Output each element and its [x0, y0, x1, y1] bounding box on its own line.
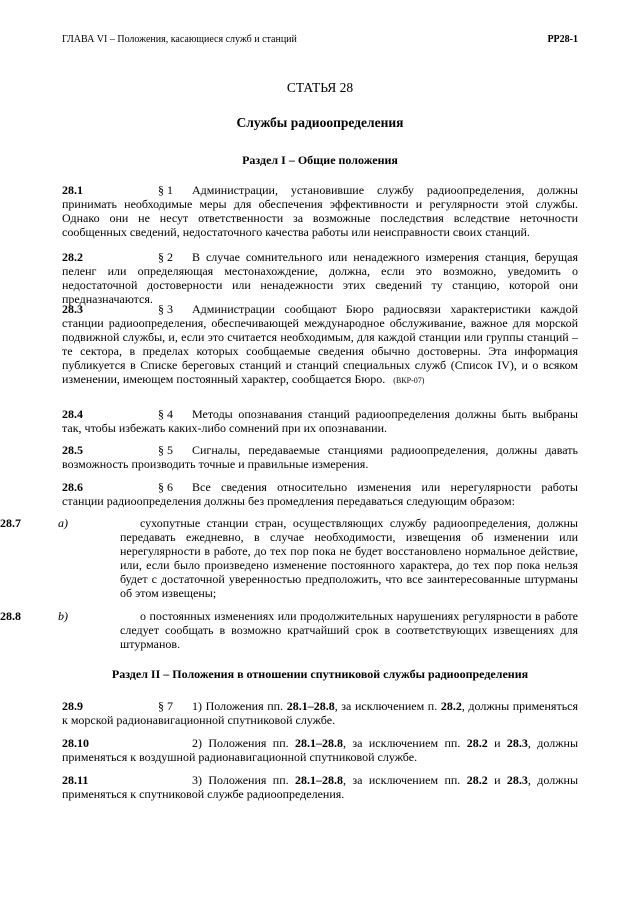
provision-28-3: [62, 302, 578, 388]
section-symbol: § 6: [158, 480, 173, 494]
provision-28-9: 28.9 § 7 1) Положения пп. 28.1–28.8, за исключением п. 28.2, должны применяться к морской радионавигационной спутниковой службе.: [62, 699, 579, 727]
provision-number: 28.5: [62, 443, 83, 457]
section-1-heading: Раздел I – Общие положения: [242, 153, 398, 167]
provision-text: сухопутные станции стран, осуществляющих службу радиоопределения, должны передавать ежедневно, в случае необходимости, извещения об изменении или нерегулярности в работе, до тех пор пока не будет восстановлено нормальное действие, или, если было произведено изменение постоянного характера, до тех пор пока нельзя будет с достаточной уверенностью предположить, что все заинтересованные штурманы об этом извещены;: [120, 516, 578, 600]
provision-28-10: 28.10 2) Положения пп. 28.1–28.8, за исключением пп. 28.2 и 28.3, должны применяться к воздушной радионавигационной спутниковой службе.: [62, 736, 579, 764]
reference: 28.2: [466, 773, 488, 787]
reference: 28.2: [466, 736, 488, 750]
provision-28-5: [62, 443, 578, 471]
section-symbol: § 2: [158, 250, 173, 264]
section-symbol: § 5: [158, 443, 173, 457]
item-label: b): [58, 609, 68, 623]
provision-28-8: [0, 609, 578, 651]
section-symbol: § 1: [158, 183, 173, 197]
revision-note: (ВКР-07): [393, 376, 425, 385]
provision-text: Сигналы, передаваемые станциями радиоопределения, должны давать возможность производить точные и правильные измерения.: [62, 443, 578, 471]
provision-text: В случае сомнительного или ненадежного измерения станция, берущая пеленг или определяющая местонахождение, должна, если это возможно, уведомить о недостаточной достоверности или ненадежности этих сведений ту станцию, которой они предназначаются.: [62, 250, 578, 306]
provision-number: 28.8: [0, 609, 21, 623]
header-chapter-title: ГЛАВА VI – Положения, касающиеся служб и станций: [62, 34, 297, 45]
provision-number: 28.7: [0, 516, 21, 530]
provision-number: 28.6: [62, 480, 83, 494]
provision-text: о постоянных изменениях или продолжительных нарушениях регулярности в работе следует сообщать в возможно кратчайший срок в соответствующих извещениях для штурманов.: [120, 609, 578, 651]
reference: 28.1–28.8: [295, 736, 344, 750]
item-label: a): [58, 516, 68, 530]
section-2-heading: Раздел II – Положения в отношении спутниковой службы радиоопределения: [111, 667, 529, 681]
provision-number: 28.10: [62, 736, 89, 750]
provision-28-2: [62, 250, 578, 306]
provision-text: Администрации сообщают Бюро радиосвязи характеристики каждой станции радиоопределения, обеспечивающей международное обслуживание, важное для морской подвижной службы, и, если это считается необходимым, для каждой станции или группы станций – те сектора, в пределах которых сообщаемые сведения обычно достоверны. Эта информация публикуется в Списке береговых станций и станций специальных служб (Список IV), и о всяком изменении, имеющем постоянный характер, сообщается Бюро.: [62, 302, 578, 386]
provision-28-6: [62, 480, 578, 508]
provision-text: Администрации, установившие службу радиоопределения, должны принимать необходимые меры для обеспечения эффективности и регулярности этой службы. Однако они не несут ответственности за возможные последствия вследствие неточности сообщенных сведений, недостаточного качества работы или неисправности своих станций.: [62, 183, 578, 239]
provision-28-4: [62, 407, 578, 435]
reference: 28.3: [506, 773, 528, 787]
section-symbol: § 3: [158, 302, 173, 316]
article-title: Службы радиоопределения: [236, 115, 404, 130]
provision-28-1: [62, 183, 578, 239]
provision-number: 28.9: [62, 699, 83, 713]
provision-number: 28.2: [62, 250, 83, 264]
section-symbol: § 4: [158, 407, 173, 421]
provision-28-7: [0, 516, 578, 600]
reference: 28.3: [506, 736, 528, 750]
section-symbol: § 7: [158, 699, 173, 713]
header-page-code: PP28-1: [547, 34, 578, 45]
provision-28-11: 28.11 3) Положения пп. 28.1–28.8, за исключением пп. 28.2 и 28.3, должны применяться к спутниковой службе радиоопределения.: [62, 773, 579, 801]
reference: 28.2: [440, 699, 462, 713]
provision-number: 28.3: [62, 302, 83, 316]
article-heading: СТАТЬЯ 28: [286, 80, 354, 95]
reference: 28.1–28.8: [286, 699, 335, 713]
provision-text: Все сведения относительно изменения или нерегулярности работы станции радиоопределения должны без промедления передаваться следующим образом:: [62, 480, 578, 508]
provision-number: 28.11: [62, 773, 89, 787]
provision-number: 28.1: [62, 183, 83, 197]
provision-text: Методы опознавания станций радиоопределения должны быть выбраны так, чтобы избежать каких-либо сомнений при их опознавании.: [62, 407, 578, 435]
reference: 28.1–28.8: [295, 773, 344, 787]
provision-number: 28.4: [62, 407, 83, 421]
